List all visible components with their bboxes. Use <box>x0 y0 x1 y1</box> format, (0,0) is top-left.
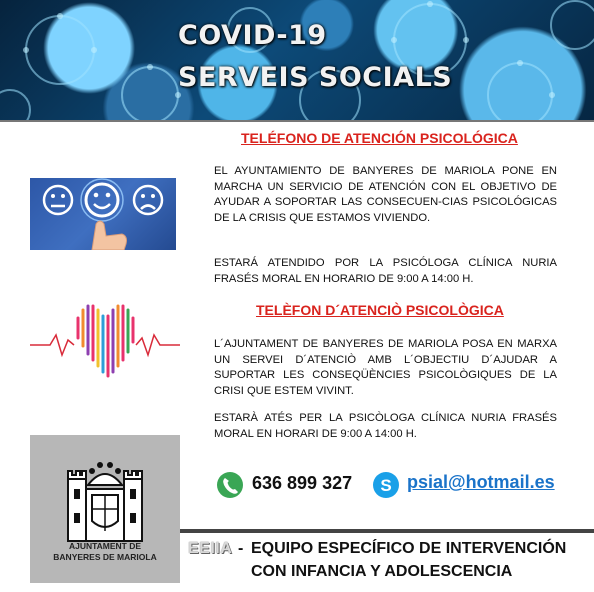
virus-background-image <box>0 0 594 120</box>
skype-icon <box>372 471 400 499</box>
banner-title-line1: COVID-19 <box>178 20 327 51</box>
heart-icon <box>30 300 180 390</box>
smiley-faces-icon <box>30 178 176 250</box>
phone-icon <box>216 471 244 499</box>
heartbeat-heart-image <box>30 300 180 390</box>
footer-tag: EEIIA <box>188 540 233 557</box>
footer-line1: EQUIPO ESPECÍFICO DE INTERVENCIÓN <box>251 540 567 557</box>
town-hall-logo <box>30 435 180 583</box>
footer-divider <box>180 529 594 533</box>
emoji-rating-image <box>30 178 176 250</box>
email-link[interactable]: psial@hotmail.es <box>407 472 555 492</box>
logo-caption-line1: AJUNTAMENT DE <box>68 541 142 551</box>
footer-line2: CON INFANCIA Y ADOLESCENCIA <box>251 563 513 580</box>
logo-caption-line2: BANYERES DE MARIOLA <box>53 552 157 562</box>
heading-valencian: TELÈFON D´ATENCIÒ PSICOLÒGICA <box>256 302 504 318</box>
header-banner <box>0 0 594 120</box>
header-divider <box>0 120 594 122</box>
banner-title-line2: SERVEIS SOCIALS <box>178 62 453 93</box>
paragraph-valencian-2: ESTARÀ ATÉS PER LA PSICÒLOGA CLÍNICA NURIA FRASÉS MORAL EN HORARI DE 9:00 A 14:00 H. <box>214 412 557 440</box>
heading-spanish: TELÉFONO DE ATENCIÓN PSICOLÓGICA <box>241 130 518 146</box>
svg-text:S: S <box>380 476 392 495</box>
castle-shield-icon <box>30 445 180 555</box>
paragraph-valencian-1: L´AJUNTAMENT DE BANYERES DE MARIOLA POSA EN MARXA UN SERVEI D´ATENCIÒ AMB L´OBJECTIU D´AJUDAR A SUPORTAR LES CONSEQÜÈNCIES PSICOLÒGIQUES DE LA CRISI QUE ESTEM VIVINT. <box>214 338 557 397</box>
paragraph-spanish-1: EL AYUNTAMIENTO DE BANYERES DE MARIOLA PONE EN MARCHA UN SERVICIO DE ATENCIÓN CON EL OBJETIVO DE AYUDAR A SOPORTAR LAS CONSECUEN-CIAS PSICOLÓGICAS DE LA CRISIS QUE ESTAMOS VIVIENDO. <box>214 165 557 224</box>
footer-dash: - <box>238 540 244 557</box>
paragraph-spanish-2: ESTARÁ ATENDIDO POR LA PSICÓLOGA CLÍNICA NURIA FRASÉS MORAL EN HORARIO DE 9:00 A 14:00 H. <box>214 257 557 285</box>
phone-number[interactable]: 636 899 327 <box>252 473 353 493</box>
